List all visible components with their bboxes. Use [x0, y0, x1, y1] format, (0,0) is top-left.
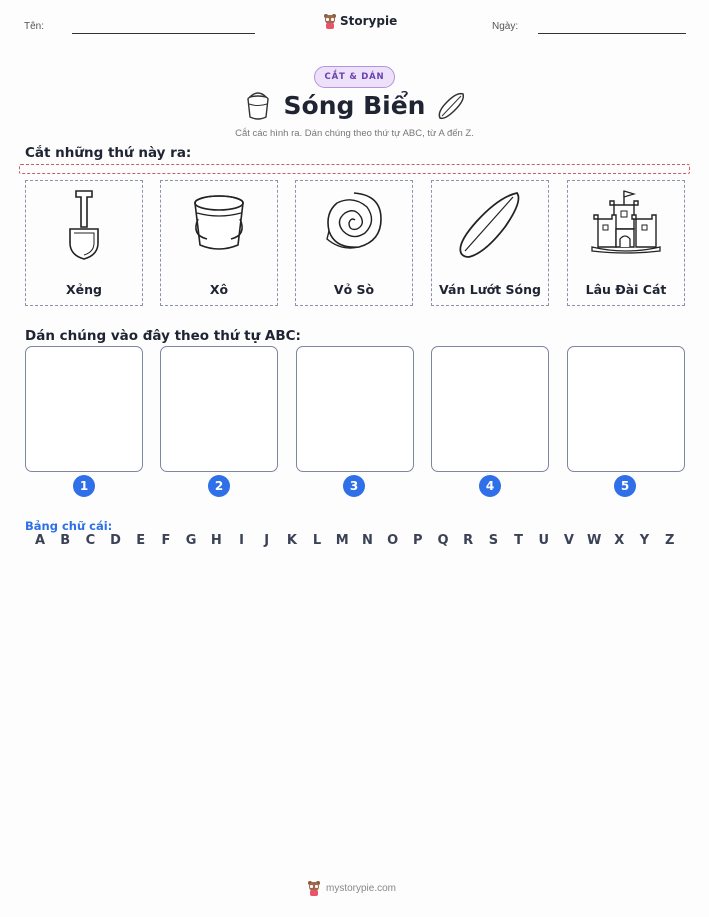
slot-number-2: 2	[208, 475, 230, 497]
bucket-icon	[189, 189, 249, 255]
card-label-surfboard: Ván Lướt Sóng	[439, 282, 541, 297]
footer-url[interactable]: mystorypie.com	[326, 882, 397, 894]
alphabet-letter: I	[239, 533, 244, 548]
slot-number-4: 4	[479, 475, 501, 497]
alphabet-letter: H	[210, 533, 222, 548]
page-title: Sóng Biển	[283, 91, 426, 120]
alphabet-letter: Z	[664, 533, 675, 548]
paste-slot-3[interactable]	[296, 346, 414, 472]
cut-card-sandcastle[interactable]	[567, 180, 685, 306]
cut-guide-line	[19, 164, 690, 174]
slot-number-3: 3	[343, 475, 365, 497]
alphabet-letter: J	[264, 533, 270, 548]
alphabet-letter: N	[361, 533, 373, 548]
slot-number-1: 1	[73, 475, 95, 497]
shovel-icon	[64, 189, 104, 261]
alphabet-letter: B	[60, 533, 71, 548]
brand-logo	[323, 13, 397, 29]
alphabet-letter: A	[34, 533, 46, 548]
alphabet-letter: P	[413, 533, 423, 548]
paste-slot-1[interactable]	[25, 346, 143, 472]
alphabet-letter: U	[538, 533, 550, 548]
instructions: Cắt các hình ra. Dán chúng theo thứ tự ABC, từ A đến Z.	[235, 128, 474, 139]
brand-name: Storypie	[340, 14, 398, 28]
surfboard-title-icon	[435, 90, 467, 122]
alphabet-letter: L	[312, 533, 322, 548]
paste-section-heading: Dán chúng vào đây theo thứ tự ABC:	[25, 328, 301, 344]
card-label-sandcastle: Lâu Đài Cát	[585, 282, 667, 297]
cut-card-shovel[interactable]	[25, 180, 143, 306]
footer-mascot-icon	[307, 880, 321, 896]
alphabet-letter: R	[463, 533, 474, 548]
date-label: Ngày:	[492, 21, 519, 32]
sandcastle-icon	[590, 189, 662, 255]
alphabet-letter: S	[488, 533, 499, 548]
cut-card-surfboard[interactable]	[431, 180, 549, 306]
name-label: Tên:	[24, 21, 45, 32]
seashell-icon	[323, 189, 385, 251]
alphabet-letter: D	[110, 533, 121, 548]
alphabet-letter: T	[514, 533, 523, 548]
alphabet-letter: Y	[639, 533, 650, 548]
cut-card-bucket[interactable]	[160, 180, 278, 306]
footer	[307, 880, 396, 896]
mascot-icon	[323, 13, 337, 29]
alphabet-letter: M	[335, 533, 349, 548]
alphabet-letter: K	[286, 533, 297, 548]
alphabet-letter: O	[387, 533, 399, 548]
card-label-bucket: Xô	[209, 282, 229, 297]
alphabet-letter: Q	[437, 533, 449, 548]
surfboard-icon	[455, 189, 525, 261]
card-label-shovel: Xẻng	[66, 282, 102, 297]
alphabet-row	[25, 533, 685, 548]
alphabet-letter: W	[586, 533, 602, 548]
alphabet-letter: V	[563, 533, 574, 548]
alphabet-heading: Bảng chữ cái:	[25, 519, 113, 533]
card-label-seashell: Vỏ Sò	[333, 282, 375, 297]
alphabet-letter: X	[614, 533, 625, 548]
paste-slot-2[interactable]	[160, 346, 278, 472]
cut-section-heading: Cắt những thứ này ra:	[25, 145, 192, 161]
activity-badge: CẮT & DÁN	[314, 66, 395, 88]
paste-slot-4[interactable]	[431, 346, 549, 472]
alphabet-letter: G	[185, 533, 197, 548]
alphabet-letter: C	[85, 533, 96, 548]
cut-card-seashell[interactable]	[295, 180, 413, 306]
name-field[interactable]	[72, 33, 255, 34]
alphabet-letter: E	[136, 533, 146, 548]
paste-slot-5[interactable]	[567, 346, 685, 472]
slot-number-5: 5	[614, 475, 636, 497]
date-field[interactable]	[538, 33, 686, 34]
alphabet-letter: F	[161, 533, 171, 548]
